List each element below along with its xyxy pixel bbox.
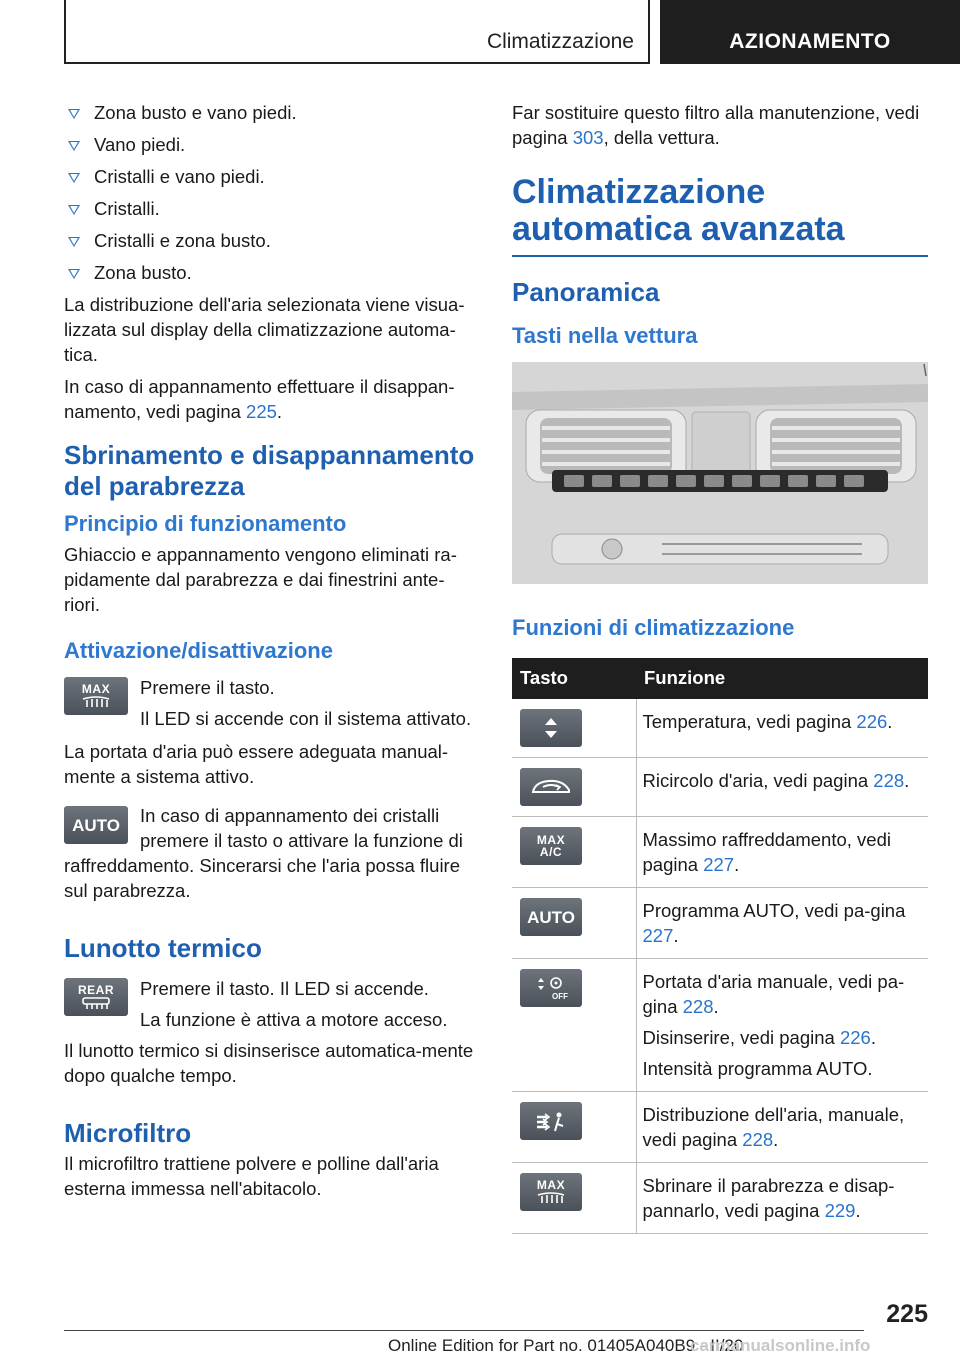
watermark: carmanualsonline.info — [690, 1336, 871, 1355]
max-defrost-icon: MAX — [520, 1173, 582, 1211]
table-row: MAX Sbrinare il parabrezza e disap-pannarlo, vedi pagina 229. — [512, 1163, 928, 1234]
column-header-key: Tasto — [512, 658, 636, 699]
list-item: Zona busto e vano piedi. — [64, 100, 480, 125]
activation-heading: Attivazione/disattivazione — [64, 638, 333, 663]
functions-heading: Funzioni di climatizzazione — [512, 615, 795, 640]
header-chapter-title: AZIONAMENTO — [729, 30, 891, 53]
max-defrost-instruction — [64, 675, 480, 731]
auto-button-icon: AUTO — [64, 806, 128, 844]
max-defrost-button-icon: MAX — [64, 677, 128, 715]
principle-heading: Principio di funzionamento — [64, 511, 347, 536]
max-ac-icon: MAX A/C — [520, 827, 582, 865]
dashboard-vents-image — [512, 362, 928, 584]
footer-edition: Online Edition for Part no. 01405A040B9 - II/20 — [388, 1336, 744, 1355]
list-item: Vano piedi. — [64, 132, 480, 157]
page-link[interactable]: 227 — [642, 925, 674, 946]
rear-window-heading: Lunotto termico — [64, 933, 262, 963]
column-header-function: Funzione — [636, 658, 928, 699]
temperature-arrows-icon — [520, 709, 582, 747]
defrost-heading: Sbrinamento e disappannamento del parabrezza — [64, 440, 475, 501]
air-recirculation-icon — [520, 768, 582, 806]
list-item: Cristalli. — [64, 196, 480, 221]
header-section-title: Climatizzazione — [486, 30, 634, 53]
table-row: Distribuzione dell'aria, manuale, vedi pagina 228. — [512, 1092, 928, 1163]
functions-table — [512, 658, 928, 1234]
table-row: AUTO Programma AUTO, vedi pa-gina 227. — [512, 888, 928, 959]
page-link[interactable]: 229 — [824, 1200, 856, 1221]
triangle-bullet-icon — [68, 173, 80, 183]
fan-off-icon: OFF — [520, 969, 582, 1007]
windshield-heat-icon — [81, 695, 111, 709]
list-item: Cristalli e vano piedi. — [64, 164, 480, 189]
rear-step-2: La funzione è attiva a motore acceso. — [140, 1009, 448, 1030]
triangle-bullet-icon — [68, 237, 80, 247]
table-row: MAX A/C Massimo raffreddamento, vedi pagina 227. — [512, 817, 928, 888]
page-link[interactable]: 227 — [703, 854, 735, 875]
microfilter-paragraph: Il microfiltro trattiene polvere e polline dall'aria esterna immessa nell'abitacolo. — [64, 1153, 439, 1199]
rear-off-paragraph: Il lunotto termico si disinserisce automatica-mente dopo qualche tempo. — [64, 1040, 474, 1086]
filter-service-paragraph: Far sostituire questo filtro alla manutenzione, vedi pagina 303, della vettura. — [512, 102, 920, 148]
page-link[interactable]: 226 — [839, 1027, 871, 1048]
table-header-row — [512, 658, 928, 699]
triangle-bullet-icon — [68, 269, 80, 279]
header-chapter-box — [660, 0, 960, 64]
right-column — [512, 100, 928, 1234]
rear-step-1: Premere il tasto. Il LED si accende. — [140, 978, 429, 999]
header-section-box — [64, 0, 650, 64]
overview-heading: Panoramica — [512, 277, 660, 307]
airflow-paragraph: La portata d'aria può essere adeguata manual-mente a sistema attivo. — [64, 741, 449, 787]
footer-divider — [64, 1330, 864, 1331]
triangle-bullet-icon — [68, 109, 80, 119]
air-distribution-icon — [520, 1102, 582, 1140]
page-link[interactable]: 226 — [856, 711, 888, 732]
climate-panel-photo — [512, 362, 928, 584]
auto-instruction: AUTO In caso di appannamento dei cristalli premere il tasto o attivare la funzione di raffreddamento. Sincerarsi che l'aria possa fluire sul parabrezza. — [64, 805, 463, 901]
triangle-bullet-icon — [68, 205, 80, 215]
table-row: Temperatura, vedi pagina 226. — [512, 699, 928, 758]
principle-paragraph: Ghiaccio e appannamento vengono eliminati ra-pidamente dal parabrezza e dai finestrini ante-riori. — [64, 544, 457, 615]
distribution-list — [64, 100, 480, 285]
rear-window-button-icon: REAR — [64, 978, 128, 1016]
activation-step-1: Premere il tasto. — [140, 677, 275, 698]
page-number: 225 — [886, 1300, 928, 1328]
fog-paragraph: In caso di appannamento effettuare il disappan-namento, vedi pagina 225. — [64, 376, 455, 422]
page-link[interactable]: 303 — [572, 127, 604, 148]
rear-window-instruction — [64, 976, 480, 1032]
left-column — [64, 100, 480, 1208]
auto-icon: AUTO — [520, 898, 582, 936]
page-link[interactable]: 228 — [682, 996, 714, 1017]
page-link[interactable]: 228 — [742, 1129, 774, 1150]
microfilter-heading: Microfiltro — [64, 1118, 192, 1148]
page-link[interactable]: 228 — [873, 770, 905, 791]
rear-heat-icon — [81, 996, 111, 1010]
list-item: Zona busto. — [64, 260, 480, 285]
table-row: Ricircolo d'aria, vedi pagina 228. — [512, 758, 928, 817]
main-heading: Climatizzazione automatica avanzata — [512, 174, 928, 257]
list-item: Cristalli e zona busto. — [64, 228, 480, 253]
activation-step-2: Il LED si accende con il sistema attivato. — [140, 708, 472, 729]
distribution-display-paragraph: La distribuzione dell'aria selezionata viene visua-lizzata sul display della climatizzazione automa-tica. — [64, 294, 465, 365]
table-row: OFF Portata d'aria manuale, vedi pa-gina 228. Disinserire, vedi pagina 226. Intensità programma AUTO. — [512, 959, 928, 1092]
keys-heading: Tasti nella vettura — [512, 323, 698, 348]
page-link[interactable]: 225 — [246, 401, 277, 422]
triangle-bullet-icon — [68, 141, 80, 151]
